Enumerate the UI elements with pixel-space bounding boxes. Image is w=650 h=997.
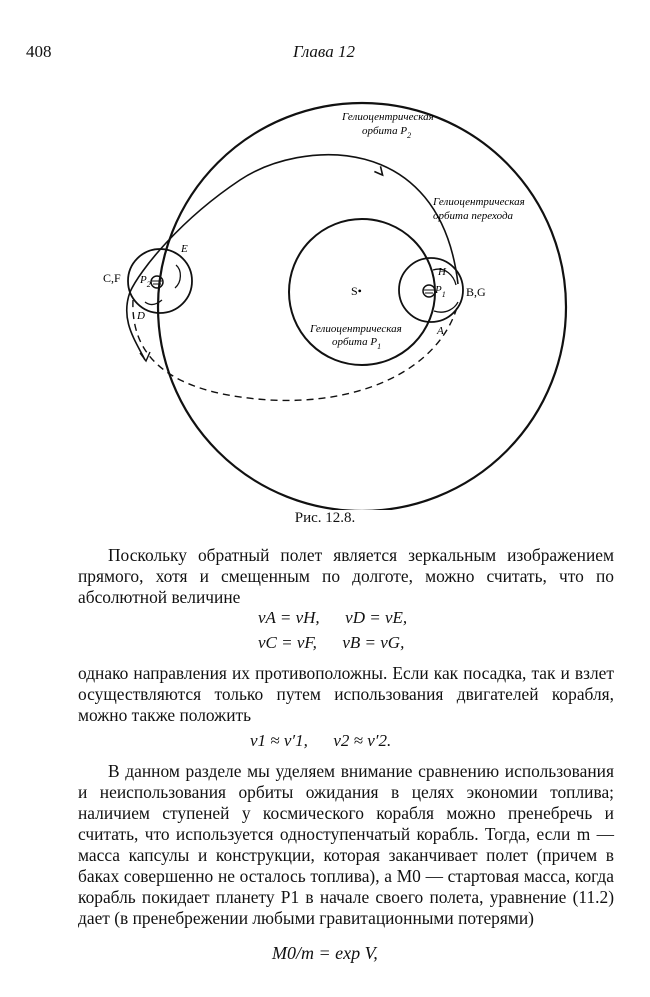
label-transfer-line2: орбита перехода: [433, 210, 514, 222]
return-orbit-dashed: [133, 300, 458, 400]
orbit-arrow-icon: [374, 166, 385, 177]
label-orbit-p1-line1: Гелиоцентрическая: [310, 323, 402, 335]
page-number: 408: [26, 42, 52, 61]
equation-3: v1 ≈ v′1, v2 ≈ v′2.: [250, 731, 392, 750]
paragraph-2: однако направления их противоположны. Если как посадка, так и взлет осуществляются только путем использования двигателей корабля, можно также положить: [78, 663, 614, 725]
planet-p2-dot: [151, 276, 163, 288]
departure-curve-p2: [145, 300, 162, 304]
label-point-d: D: [137, 310, 145, 322]
equation-1: vA = vH, vD = vE,: [258, 608, 408, 627]
paragraph-3: В данном разделе мы уделяем внимание сравнению использования и неиспользования орбиты ожидания в целях экономии топлива; наличием ступеней у космического корабля можно пренебречь и считать, что используется одноступенчатый корабль. Тогда, если m — масса капсулы и конструкции, которая заканчивает полет (причем в баках совершенно не осталось топлива), а M0 — стартовая масса, когда корабль покидает планету P1 в начале своего полета, уравнение (11.2) дает (в пренебрежении любыми гравитационными потерями): [78, 761, 614, 928]
label-point-a: A: [437, 325, 444, 337]
label-point-bg: B,G: [466, 285, 486, 299]
transfer-orbit-solid: [127, 155, 458, 360]
label-point-h: H: [438, 266, 446, 278]
orbit-p2-circle: [158, 103, 566, 510]
orbit-figure: [0, 70, 650, 510]
equation-2: vC = vF, vB = vG,: [258, 633, 405, 652]
figure-caption: Рис. 12.8.: [294, 510, 356, 526]
label-planet-p2: $P_2$: [140, 274, 151, 289]
label-transfer-line1: Гелиоцентрическая: [433, 196, 525, 208]
page-header: [26, 42, 622, 64]
label-planet-p1: $P_1$: [435, 284, 446, 299]
chapter-title: Глава 12: [293, 42, 355, 61]
planet-p1-dot: [423, 285, 435, 297]
equation-4: M0/m = exp V,: [272, 943, 378, 963]
label-orbit-p2-line2: орбита $P_2$: [362, 125, 412, 140]
arrival-curve-p2: [175, 265, 180, 288]
label-orbit-p2-line1: Гелиоцентрическая: [342, 111, 434, 123]
label-sun: S•: [351, 284, 362, 298]
orbit-diagram: [0, 70, 650, 510]
label-point-e: E: [181, 243, 188, 255]
paragraph-1: Поскольку обратный полет является зеркальным изображением прямого, хотя и смещенным по долготе, можно считать, что по абсолютной величине: [78, 545, 614, 607]
label-orbit-p1-line2: орбита $P_1$: [332, 336, 382, 351]
label-point-cf: C,F: [103, 271, 121, 285]
